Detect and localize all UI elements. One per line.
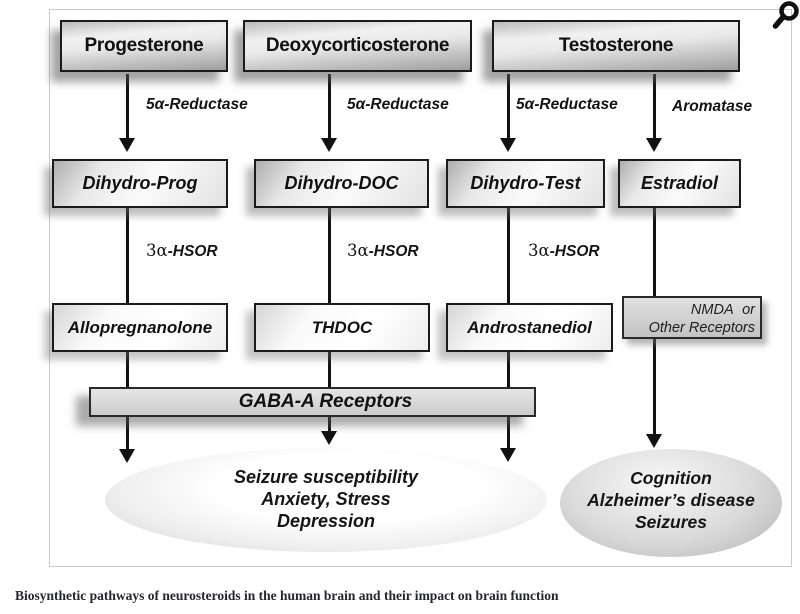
- flow-line: [328, 208, 331, 390]
- box-label: Dihydro-Test: [470, 173, 581, 193]
- enzyme-label-3a-hsor-3: 3α-HSOR: [528, 241, 600, 260]
- box-dihydro-prog: [52, 159, 228, 208]
- enzyme-label-3a-hsor-1: 3α-HSOR: [146, 241, 218, 260]
- down-arrow-icon: [321, 138, 337, 152]
- down-arrow-icon: [500, 448, 516, 462]
- box-progesterone: [60, 20, 228, 72]
- flow-line: [126, 417, 129, 450]
- outcome-line: Seizures: [635, 512, 707, 532]
- down-arrow-icon: [646, 434, 662, 448]
- down-arrow-icon: [321, 431, 337, 445]
- nmda-line-2: Other Receptors: [648, 320, 755, 336]
- box-label: Allopregnanolone: [67, 317, 213, 337]
- flow-line: [126, 208, 129, 390]
- outcome-ellipse-estradiol: [560, 449, 782, 557]
- figure-caption: Biosynthetic pathways of neurosteroids in the human brain and their impact on brain function: [15, 588, 559, 603]
- down-arrow-icon: [119, 138, 135, 152]
- box-label: Dihydro-Prog: [82, 173, 198, 193]
- box-label: Testosterone: [558, 35, 674, 56]
- box-androstanediol: [446, 303, 613, 352]
- enzyme-label-3a-hsor-2: 3α-HSOR: [347, 241, 419, 260]
- enzyme-label-5a-reductase-3: 5α-Reductase: [516, 96, 618, 113]
- box-estradiol: [618, 159, 741, 208]
- nmda-line-1: NMDA or: [690, 302, 755, 318]
- box-label: Deoxycorticosterone: [265, 35, 450, 56]
- box-label: Estradiol: [640, 173, 719, 193]
- box-thdoc: [254, 303, 430, 352]
- flow-line: [507, 208, 510, 390]
- outcome-line: Seizure susceptibility: [233, 467, 419, 487]
- flow-line: [507, 417, 510, 449]
- box-nmda-receptors: [622, 296, 762, 339]
- box-dihydro-doc: [254, 159, 429, 208]
- enzyme-label-5a-reductase-2: 5α-Reductase: [347, 96, 449, 113]
- flow-line: [126, 74, 129, 139]
- outcome-line: Depression: [276, 511, 376, 531]
- gaba-bar-label: GABA-A Receptors: [238, 391, 413, 412]
- outcome-line: Alzheimer’s disease: [587, 490, 755, 510]
- outcome-ellipse-gaba: [105, 448, 547, 552]
- down-arrow-icon: [500, 138, 516, 152]
- box-allopregnanolone: [52, 303, 228, 352]
- flow-line: [653, 74, 656, 139]
- box-testosterone: [492, 20, 740, 72]
- enzyme-label-5a-reductase-1: 5α-Reductase: [146, 96, 248, 113]
- down-arrow-icon: [119, 449, 135, 463]
- box-label: Androstanediol: [467, 317, 592, 337]
- down-arrow-icon: [646, 138, 662, 152]
- flow-line: [507, 74, 510, 139]
- box-dihydro-test: [446, 159, 605, 208]
- outcome-line: Cognition: [630, 468, 712, 488]
- enzyme-label-aromatase: Aromatase: [672, 98, 753, 115]
- box-deoxycorticosterone: [243, 20, 472, 72]
- zoom-icon[interactable]: [768, 0, 800, 32]
- outcome-line: Anxiety, Stress: [261, 489, 391, 509]
- box-label: Progesterone: [84, 35, 204, 56]
- flow-line: [328, 74, 331, 139]
- box-label: Dihydro-DOC: [284, 173, 399, 193]
- box-label: THDOC: [311, 317, 373, 337]
- gaba-a-receptors-bar: [89, 387, 536, 417]
